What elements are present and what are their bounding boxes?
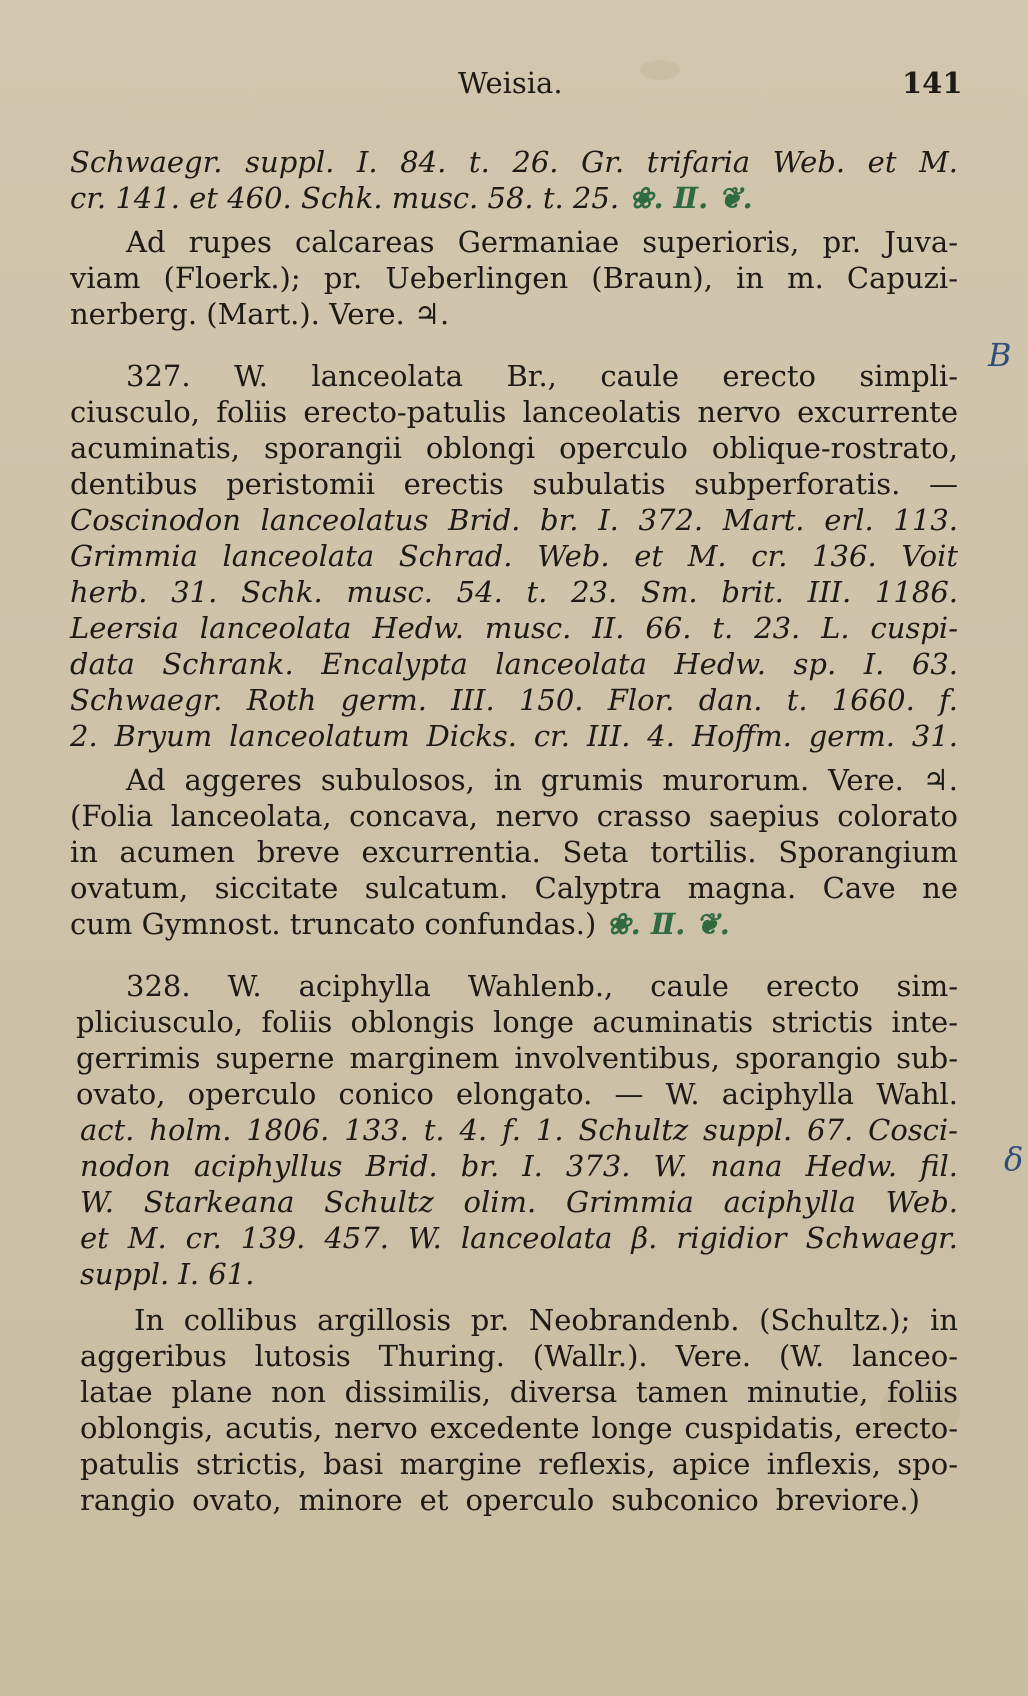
text-line-content: Ad aggeres subulosos, in grumis murorum. Vere. ♃. <box>126 763 958 797</box>
text-line <box>134 1302 958 1338</box>
text-line-content: ovato, operculo conico elongato. — W. aciphylla Wahl. <box>76 1077 958 1111</box>
text-line-content: ovatum, siccitate sulcatum. Calyptra magna. Cave ne <box>70 871 958 905</box>
text-line <box>70 180 753 216</box>
text-line-content: acuminatis, sporangii oblongi operculo oblique-rostrato, <box>70 431 958 465</box>
text-line <box>80 1338 958 1374</box>
text-line <box>80 1256 280 1292</box>
text-line-content: 2. Bryum lanceolatum Dicks. cr. III. 4. Hoffm. germ. 31. <box>70 719 958 753</box>
text-line <box>70 430 958 466</box>
text-line <box>76 1076 958 1112</box>
text-line <box>70 260 958 296</box>
text-line-content: 327. W. lanceolata Br., caule erecto simpli- <box>126 359 958 393</box>
text-line-content: patulis strictis, basi margine reflexis, apice inflexis, spo- <box>80 1447 958 1481</box>
text-line <box>70 646 958 682</box>
text-line <box>80 1446 958 1482</box>
page-header <box>0 66 1028 106</box>
text-line-content: nerberg. (Mart.). Vere. ♃. <box>70 297 450 331</box>
text-line-content: herb. 31. Schk. musc. 54. t. 23. Sm. brit. III. 1186. <box>70 575 958 609</box>
text-line <box>70 574 958 610</box>
text-line <box>70 870 958 906</box>
text-line-content: 328. W. aciphylla Wahlenb., caule erecto sim- <box>126 969 958 1003</box>
text-line-content: data Schrank. Encalypta lanceolata Hedw. sp. I. 63. <box>70 647 958 681</box>
text-line-content: viam (Floerk.); pr. Ueberlingen (Braun), in m. Capuzi- <box>70 261 958 295</box>
text-line <box>70 144 958 180</box>
text-line-content: oblongis, acutis, nervo excedente longe cuspidatis, erecto- <box>80 1411 958 1445</box>
handwritten-mark: ❀. Ⅱ. ❦. <box>619 181 753 215</box>
text-line-content: in acumen breve excurrentia. Seta tortilis. Sporangium <box>70 835 958 869</box>
text-line-content: aggeribus lutosis Thuring. (Wallr.). Vere. (W. lanceo- <box>80 1339 958 1373</box>
text-line <box>70 718 958 754</box>
text-line <box>126 224 958 260</box>
text-line-content: suppl. I. 61. <box>80 1257 255 1291</box>
text-line-content: dentibus peristomii erectis subulatis subperforatis. — <box>70 467 958 501</box>
text-line <box>70 502 958 538</box>
text-line <box>80 1374 958 1410</box>
text-line <box>80 1482 920 1518</box>
text-line <box>126 762 958 798</box>
text-line <box>70 538 958 574</box>
text-line <box>80 1410 958 1446</box>
text-line-content: pliciusculo, foliis oblongis longe acuminatis strictis inte- <box>76 1005 958 1039</box>
text-line-content: gerrimis superne marginem involventibus, sporangio sub- <box>76 1041 958 1075</box>
margin-annotation: B <box>988 336 1012 374</box>
text-line-content: et M. cr. 139. 457. W. lanceolata β. rigidior Schwaegr. <box>80 1221 958 1255</box>
text-line <box>80 1220 958 1256</box>
text-line-content: In collibus argillosis pr. Neobrandenb. (Schultz.); in <box>134 1303 958 1337</box>
text-line-content: cum Gymnost. truncato confundas.) <box>70 907 597 941</box>
text-line-content: Schwaegr. suppl. I. 84. t. 26. Gr. trifaria Web. et M. <box>70 145 958 179</box>
text-line <box>70 394 958 430</box>
text-line-content: (Folia lanceolata, concava, nervo crasso saepius colorato <box>70 799 958 833</box>
margin-annotation: δ <box>1004 1140 1024 1178</box>
running-head: Weisia. <box>458 66 563 100</box>
text-line-content: rangio ovato, minore et operculo subconico breviore.) <box>80 1483 920 1517</box>
text-line <box>70 798 958 834</box>
handwritten-mark: ❀. Ⅱ. ❦. <box>596 907 730 941</box>
text-line <box>80 1148 958 1184</box>
text-line <box>80 1184 958 1220</box>
text-line-content: latae plane non dissimilis, diversa tamen minutie, foliis <box>80 1375 958 1409</box>
text-line <box>80 1112 958 1148</box>
text-line <box>76 1004 958 1040</box>
text-line <box>70 906 730 942</box>
text-line-content: cr. 141. et 460. Schk. musc. 58. t. 25. <box>70 181 620 215</box>
text-line <box>70 296 550 332</box>
text-line-content: Leersia lanceolata Hedw. musc. II. 66. t. 23. L. cuspi- <box>70 611 958 645</box>
text-line <box>70 834 958 870</box>
text-line-content: nodon aciphyllus Brid. br. I. 373. W. nana Hedw. fil. <box>80 1149 958 1183</box>
text-line <box>126 968 958 1004</box>
text-line <box>126 358 958 394</box>
text-line-content: Coscinodon lanceolatus Brid. br. I. 372. Mart. erl. 113. <box>70 503 958 537</box>
text-line-content: Schwaegr. Roth germ. III. 150. Flor. dan. t. 1660. f. <box>70 683 958 717</box>
text-line <box>76 1040 958 1076</box>
text-line-content: act. holm. 1806. 133. t. 4. f. 1. Schultz suppl. 67. Cosci- <box>80 1113 958 1147</box>
text-line-content: Grimmia lanceolata Schrad. Web. et M. cr. 136. Voit <box>70 539 958 573</box>
text-line-content: ciusculo, foliis erecto-patulis lanceolatis nervo excurrente <box>70 395 958 429</box>
text-line <box>70 682 958 718</box>
text-line <box>70 466 958 502</box>
text-line <box>70 610 958 646</box>
text-line-content: W. Starkeana Schultz olim. Grimmia aciphylla Web. <box>80 1185 958 1219</box>
text-line-content: Ad rupes calcareas Germaniae superioris, pr. Juva- <box>126 225 958 259</box>
page-number: 141 <box>902 66 963 100</box>
